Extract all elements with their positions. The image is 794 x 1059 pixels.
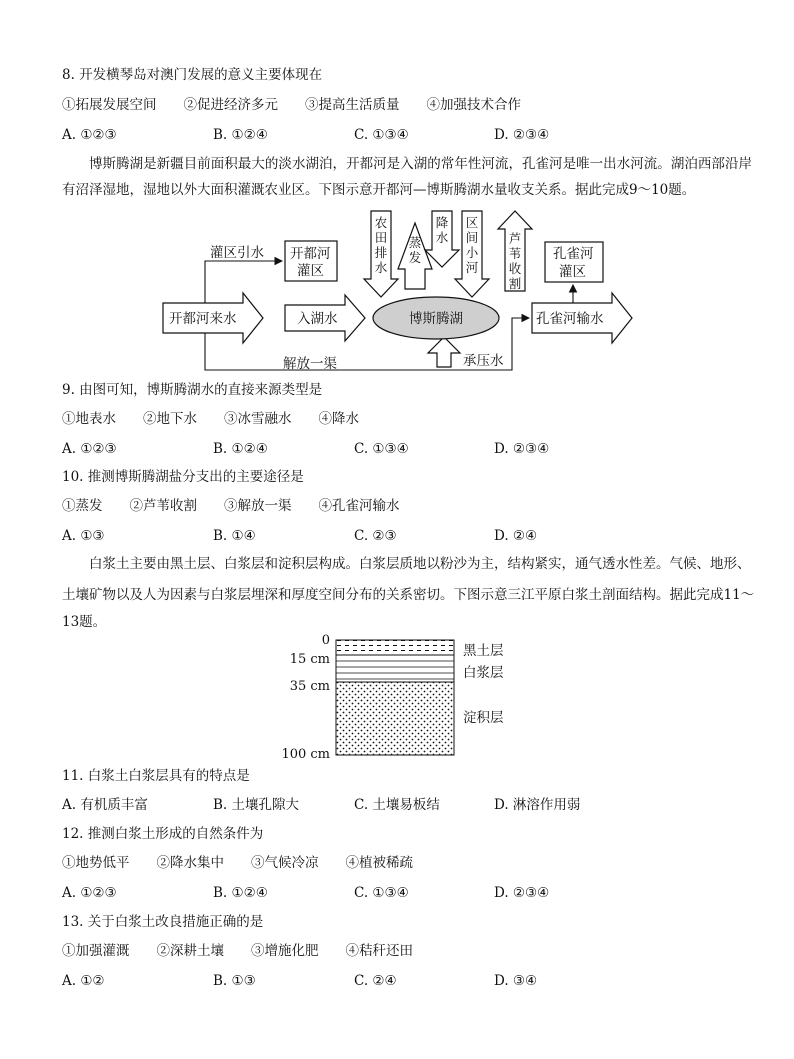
passage-bosten-lake: 博斯腾湖是新疆目前面积最大的淡水湖泊，开都河是入湖的常年性河流，孔雀河是唯一出水河流。湖泊西部沿岸有沼泽湿地，湿地以外大面积灌溉农业区。下图示意开都河—博斯腾湖水量收支关系。据此完成9～10题。 [62,156,752,198]
q12-choice-b[interactable]: B. ①②④ [213,885,268,901]
water-balance-diagram [0,205,794,375]
q12-choice-a[interactable]: A. ①②③ [62,885,117,901]
q13-items: ①加强灌溉 ②深耕土壤 ③增施化肥 ④秸秆还田 [62,943,413,959]
kongquehe-irrigation-label-2: 灌区 [559,264,586,280]
farmland-drainage-char-2: 田 [374,230,388,245]
illuvial-label: 淀积层 [463,710,504,726]
q13-choice-b[interactable]: B. ①③ [213,973,256,989]
q9-choice-c[interactable]: C. ①③④ [354,441,409,457]
white-clay-label: 白浆层 [463,665,504,681]
q10-choice-d[interactable]: D. ②④ [494,528,538,544]
q10-choice-c[interactable]: C. ②③ [354,528,397,544]
q9-choice-b[interactable]: B. ①②④ [213,441,268,457]
black-soil-label: 黑土层 [463,643,504,659]
illuvial-layer [336,682,454,755]
kaiduhe-inflow-label: 开都河来水 [169,311,237,327]
reed-harvest-char-4: 割 [508,276,522,291]
q13-choice-c[interactable]: C. ②④ [354,973,397,989]
farmland-drainage-char-4: 水 [374,260,388,275]
q12-choice-c[interactable]: C. ①③④ [354,885,409,901]
interval-rivers-char-1: 区 [465,215,479,230]
evaporation-char-1: 蒸 [408,235,422,250]
kaiduhe-irrigation-label-1: 开都河 [290,246,331,262]
q11-choice-a[interactable]: A. 有机质丰富 [62,797,148,813]
precipitation-char-1: 降 [435,215,449,230]
interval-rivers-char-2: 间 [465,230,479,245]
q9-choice-a[interactable]: A. ①②③ [62,441,117,457]
interval-rivers-char-3: 小 [465,245,479,260]
farmland-drainage-char-3: 排 [374,245,388,260]
q8-choice-c[interactable]: C. ①③④ [354,127,409,143]
q9-stem: 9. 由图可知，博斯腾湖水的直接来源类型是 [62,382,323,398]
canal-label: 解放一渠 [283,356,337,372]
q10-choice-a[interactable]: A. ①③ [62,528,105,544]
passage-baijiang-soil-line-3: 13题。 [62,614,107,630]
q9-choice-d[interactable]: D. ②③④ [494,441,550,457]
kongquehe-irrigation-label-1: 孔雀河 [553,246,594,262]
reed-harvest-char-1: 芦 [508,231,522,246]
q11-choice-b[interactable]: B. 土壤孔隙大 [213,797,300,813]
passage-baijiang-soil-line-2: 土壤矿物以及人为因素与白浆层埋深和厚度空间分布的关系密切。下图示意三江平原白浆土剖面结构。据此完成11～ [62,587,755,603]
q13-choice-a[interactable]: A. ①② [62,973,105,989]
q13-stem: 13. 关于白浆土改良措施正确的是 [62,914,264,930]
q11-choice-d[interactable]: D. 淋溶作用弱 [494,797,581,813]
white-clay-layer [336,655,454,682]
q11-choice-c[interactable]: C. 土壤易板结 [354,797,440,813]
interval-rivers-char-4: 河 [465,260,479,275]
farmland-drainage-char-1: 农 [374,215,388,230]
q10-choice-b[interactable]: B. ①④ [213,528,256,544]
confined-water-arrow [428,337,460,367]
confined-water-label: 承压水 [463,353,504,369]
q10-stem: 10. 推测博斯腾湖盐分支出的主要途径是 [62,469,304,485]
q12-choice-d[interactable]: D. ②③④ [494,885,550,901]
depth-15-label: 15 cm [289,652,330,667]
depth-0-label: 0 [321,633,330,648]
q10-items: ①蒸发 ②芦苇收割 ③解放一渠 ④孔雀河输水 [62,498,400,514]
passage-baijiang-soil-line-1: 白浆土主要由黑土层、白浆层和淀积层构成。白浆层质地以粉沙为主，结构紧实，通气透水性差。气候、地形、 [89,556,751,572]
q13-choice-d[interactable]: D. ③④ [494,973,538,989]
q8-choice-a[interactable]: A. ①②③ [62,127,117,143]
depth-35-label: 35 cm [289,679,330,694]
q8-items: ①拓展发展空间 ②促进经济多元 ③提高生活质量 ④加强技术合作 [62,97,521,113]
q11-stem: 11. 白浆土白浆层具有的特点是 [62,768,250,784]
black-soil-layer [336,640,454,655]
reed-harvest-char-2: 苇 [508,246,522,261]
reed-harvest-char-3: 收 [508,261,522,276]
q8-choice-b[interactable]: B. ①②④ [213,127,268,143]
q8-stem: 8. 开发横琴岛对澳门发展的意义主要体现在 [62,67,323,83]
kongquehe-outflow-label: 孔雀河输水 [536,311,604,327]
irrigation-intake-label: 灌区引水 [210,245,264,261]
depth-100-label: 100 cm [281,747,330,762]
precipitation-char-2: 水 [435,230,449,245]
q12-stem: 12. 推测白浆土形成的自然条件为 [62,826,264,842]
lake-label: 博斯腾湖 [409,311,463,327]
kaiduhe-irrigation-label-2: 灌区 [297,263,324,279]
lake-inflow-label: 入湖水 [297,311,338,327]
soil-profile-diagram [0,633,794,763]
evaporation-char-2: 发 [408,250,422,265]
q12-items: ①地势低平 ②降水集中 ③气候冷凉 ④植被稀疏 [62,855,413,871]
q8-choice-d[interactable]: D. ②③④ [494,127,550,143]
q9-items: ①地表水 ②地下水 ③冰雪融水 ④降水 [62,411,359,427]
